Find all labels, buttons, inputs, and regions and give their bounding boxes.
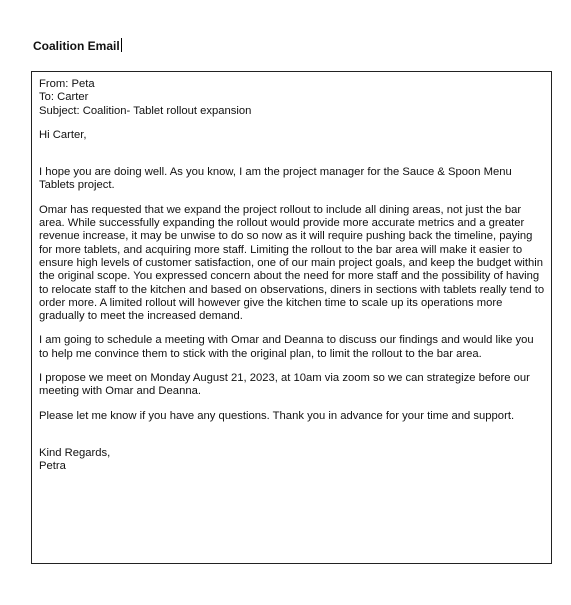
document-title-text: Coalition Email xyxy=(33,39,120,53)
email-subject: Subject: Coalition- Tablet rollout expansion xyxy=(39,104,252,117)
email-from: From: Peta xyxy=(39,78,95,90)
email-paragraph-questions: Please let me know if you have any questions. Thank you in advance for your time and support. xyxy=(39,409,515,422)
email-paragraph-intro: I hope you are doing well. As you know, I am the project manager for the Sauce & Spoon Menu Tablets project. xyxy=(39,166,512,192)
email-to: To: Carter xyxy=(39,91,89,104)
email-closing: Kind Regards, xyxy=(39,446,111,459)
email-paragraph-meeting-plan: I am going to schedule a meeting with Omar and Deanna to discuss our findings and would like you to help me convince them to stick with the original plan, to limit the rollout to the bar area. xyxy=(39,334,534,360)
text-cursor xyxy=(121,38,122,52)
email-body-box[interactable] xyxy=(31,71,552,564)
email-paragraph-meeting-proposal: I propose we meet on Monday August 21, 2023, at 10am via zoom so we can strategize before our meeting with Omar and Deanna. xyxy=(39,372,530,398)
email-paragraph-rollout: Omar has requested that we expand the project rollout to include all dining areas, not just the bar area. While successfully expanding the rollout would provide more accurate metrics and a greater revenue increase, it may be unwise to do so now as it will require pushing back the timeline, paying for more tablets, and acquiring more staff. Limiting the rollout to the bar area will make it easier to ensure high levels of customer satisfaction, one of our main project goals, and keep the budget within the original scope. You expressed concern about the need for more staff and the possibility of having to relocate staff to the kitchen and based on observations, diners in sections with tablets really tend to order more. A limited rollout will however give the kitchen time to scale up its operations more gradually to meet the increased demand. xyxy=(39,203,545,323)
document-title[interactable] xyxy=(33,38,122,54)
email-greeting: Hi Carter, xyxy=(39,128,87,141)
email-signature: Petra xyxy=(39,460,66,473)
